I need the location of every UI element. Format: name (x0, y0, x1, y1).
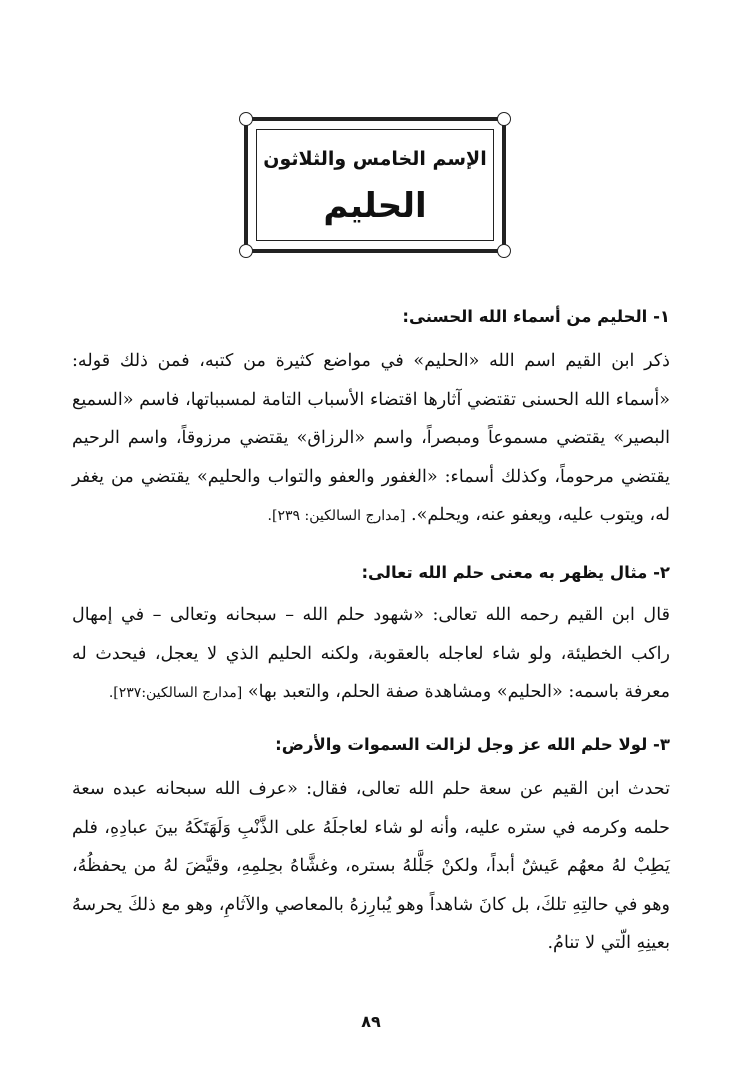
section-body-2 (72, 596, 670, 713)
chapter-title-frame (244, 117, 506, 253)
chapter-title: الحليم (323, 186, 427, 226)
chapter-subtitle: الإسم الخامس والثلاثون (263, 148, 487, 170)
section-heading-2: ٢- مثال يظهر به معنى حلم الله تعالى: (361, 563, 670, 582)
section-citation: [مدارج السالكين: ٢٣٩]. (267, 508, 406, 524)
section-body-text: تحدث ابن القيم عن سعة حلم الله تعالى، فقال: «عرف الله سبحانه عبده سعة حلمه وكرمه في ستره عليه، وأنه لو شاء لعاجلَهُ على الذَّنْبِ وَلَهَتَكَهُ بينَ عبادِهِ، فلم يَطِبْ لهُ معهُم عَيشٌ أبداً، ولكنْ جَلَّلهُ بستره، وغشَّاهُ بحِلمِهِ، وقيَّضَ لهُ من يحفظُهُ، وهو في حالتِهِ تلكَ، بل كانَ شاهداً وهو يُبارِزهُ بالمعاصي والآثامِ، وهو مع ذلكَ يحرسهُ بعينِهِ الّتي لا تنامُ. (72, 779, 670, 953)
section-body-1 (72, 342, 670, 536)
section-body-text: ذكر ابن القيم اسم الله «الحليم» في مواضع كثيرة من كتبه، فمن ذلك قوله: «أسماء الله الحسنى تقتضي آثارها اقتضاء الأسباب التامة لمسبباتها، فاسم «السميع البصير» يقتضي مسموعاً ومبصراً، واسم «الرزاق» يقتضي مرزوقاً، واسم الرحيم يقتضي مرحوماً، وكذلك أسماء: «الغفور والعفو والتواب والحليم» يقتضي من يغفر له، ويتوب عليه، ويعفو عنه، ويحلم». (72, 351, 670, 525)
section-body-3 (72, 770, 670, 963)
section-body-text: قال ابن القيم رحمه الله تعالى: «شهود حلم الله – سبحانه وتعالى – في إمهال راكب الخطيئة، ولو شاء لعاجله بالعقوبة، ولكنه الحليم الذي لا يعجل، فيحدث له معرفة باسمه: «الحليم» ومشاهدة صفة الحلم، والتعبد بها» (72, 605, 670, 702)
section-citation: [مدارج السالكين:٢٣٧]. (108, 685, 243, 701)
frame-corner-ornament (239, 244, 253, 258)
frame-corner-ornament (497, 112, 511, 126)
frame-corner-ornament (239, 112, 253, 126)
page-number: ٨٩ (361, 1012, 381, 1031)
section-heading-1: ١- الحليم من أسماء الله الحسنى: (402, 307, 670, 326)
section-heading-3: ٣- لولا حلم الله عز وجل لزالت السموات والأرض: (275, 735, 670, 754)
frame-corner-ornament (497, 244, 511, 258)
